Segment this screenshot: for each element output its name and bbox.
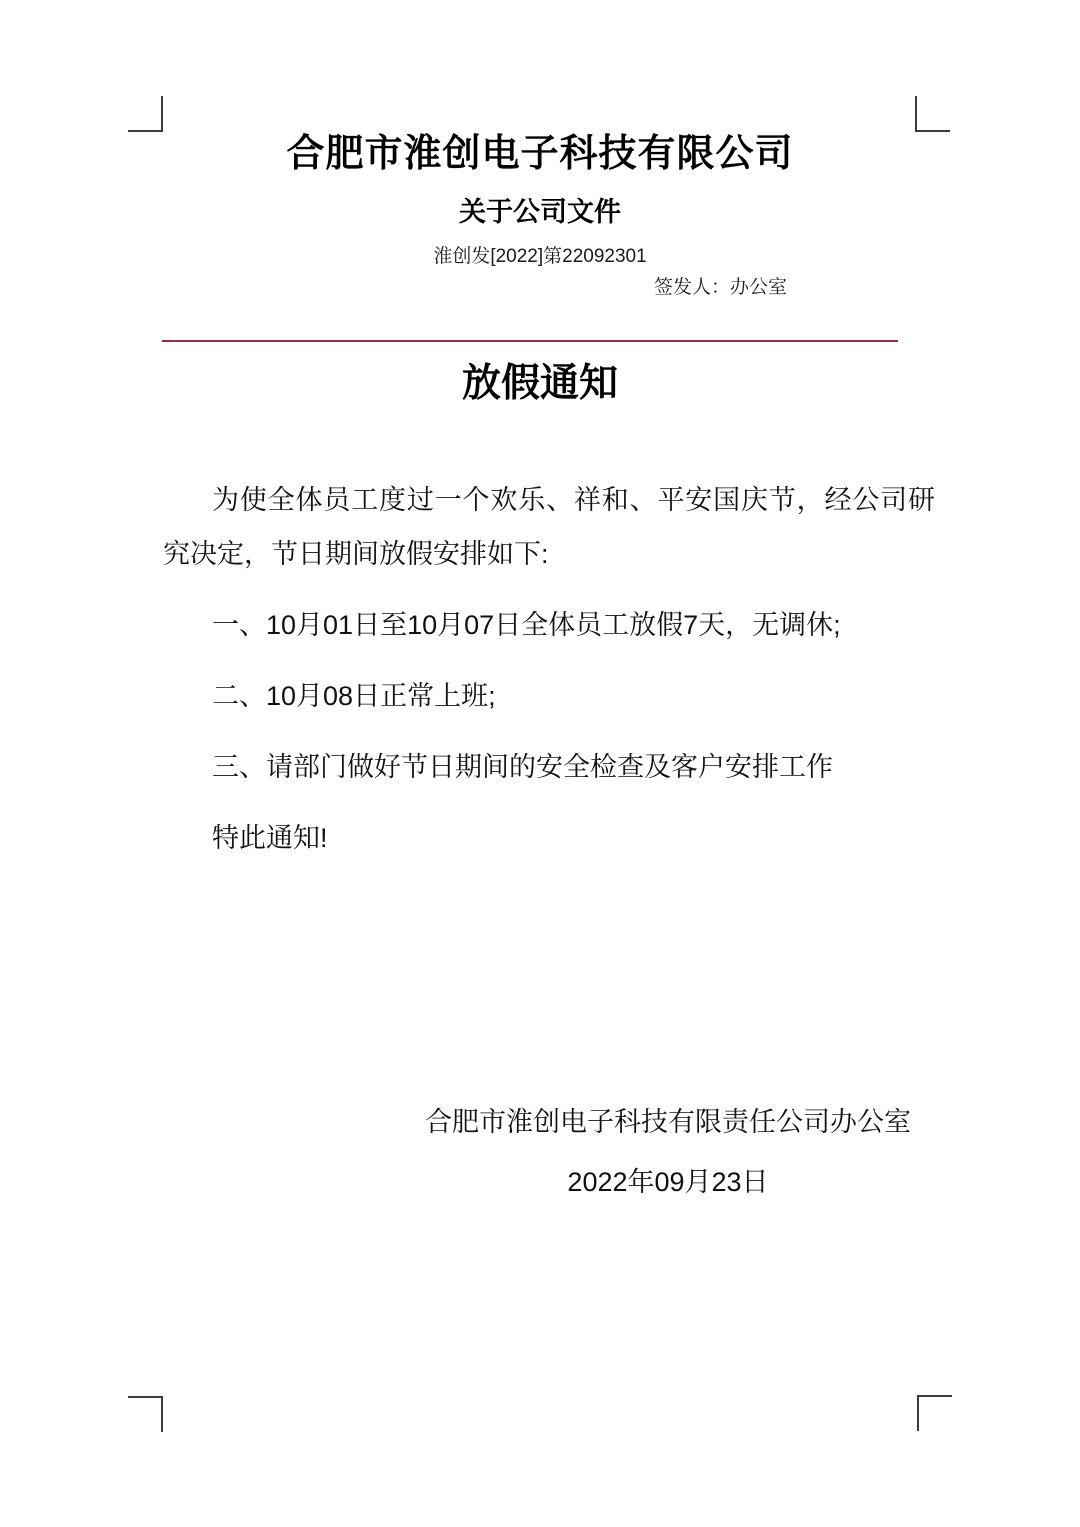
document-type-line: 关于公司文件 [459, 197, 621, 227]
company-title: 合肥市淮创电子科技有限公司 [286, 133, 794, 175]
notice-body [163, 473, 935, 882]
holiday-item-3: 三、请部门做好节日期间的安全检查及客户安排工作 [212, 752, 833, 782]
crop-mark-bottom-right-icon [917, 1395, 952, 1431]
document-number: 淮创发[2022]第22092301 [433, 246, 647, 267]
crop-mark-top-left-icon [128, 96, 163, 132]
notice-title: 放假通知 [461, 362, 618, 405]
crop-mark-top-right-icon [915, 96, 950, 132]
crop-mark-bottom-left-icon [128, 1396, 163, 1432]
signature-org: 合肥市淮创电子科技有限责任公司办公室 [425, 1107, 911, 1137]
signature-block [425, 1092, 911, 1212]
holiday-item-2: 二、10月08日正常上班; [212, 681, 496, 711]
signature-date: 2022年09月23日 [567, 1167, 769, 1197]
issuer-line: 签发人：办公室 [653, 277, 787, 298]
closing-note: 特此通知! [212, 823, 328, 853]
intro-paragraph: 为使全体员工度过一个欢乐、祥和、平安国庆节，经公司研究决定，节日期间放假安排如下: [163, 485, 935, 569]
holiday-item-1: 一、10月01日至10月07日全体员工放假7天，无调休; [212, 610, 841, 640]
red-divider-line [162, 340, 898, 342]
